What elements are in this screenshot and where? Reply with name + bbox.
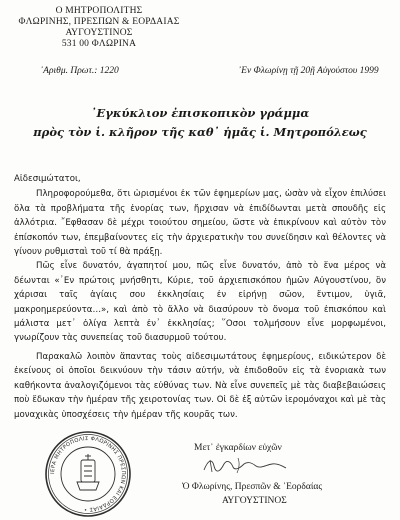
paragraph-2: Πῶς εἶνε δυνατόν, ἀγαπητοί μου, πῶς εἶνε δυνατόν, ἀπὸ τὸ ἕνα μέρος νὰ δέωνται «᾿Εν πρώτοις μνήσθητι, Κύριε, τοῦ ἀρχιεπισκόπου ἡμῶν Αὐγουστίνου, ὃν χάρισαι ταῖς ἁγίαις σου ἐκκλησίαις ἐν εἰρήνῃ σῶον, ἔντιμον, ὑγιᾶ, μακροημερεύοντα…», καὶ ἀπὸ τὸ ἄλλο νὰ διασύρουν τὸ ὄνομα τοῦ ἐπισκόπου καὶ μάλιστα μετ᾿ ὀλίγα λεπτὰ ἐν᾿ ἐκκλησίας; ῞Οσοι τολμήσουν εἶνε μορφωμένοι, γνωρίζουν τὰς συνεπείας τοῦ διασυρμοῦ τούτου.	[14, 261, 386, 344]
letterhead-line-4: 531 00 ΦΛΩΡΙΝΑ	[61, 39, 137, 49]
title-line-1: ᾿Εγκύκλιον ἐπισκοπικὸν γράμμα	[90, 106, 310, 120]
seal-ring-text: ΙΕΡΑ ΜΗΤΡΟΠΟΛΙΣ ΦΛΩΡΙΝΗΣ ΠΡΕΣΠΩΝ ΚΑΙ ΕΟΡΔΑΙΑΣ •	[49, 435, 127, 513]
document-title	[0, 104, 400, 142]
official-seal	[44, 430, 132, 518]
signature-name: ΑΥΓΟΥΣΤΙΝΟΣ	[222, 496, 287, 506]
handwritten-signature	[200, 454, 290, 476]
date-line: ᾿Εν Φλωρίνῃ τῇ 20ῇ Αὐγούστου 1999	[238, 66, 379, 76]
closing-line: Μετ᾿ ἐγκαρδίων εὐχῶν	[194, 443, 282, 453]
title-line-2: πρὸς τὸν ἱ. κλῆρον τῆς καθ᾿ ἡμᾶς ἱ. Μητροπόλεως	[33, 125, 367, 139]
protocol-number: ᾿Αριθμ. Πρωτ.: 1220	[40, 66, 119, 76]
letterhead-line-1: Ο ΜΗΤΡΟΠΟΛΙΤΗΣ	[55, 6, 143, 16]
letterhead	[14, 6, 184, 50]
letterhead-line-2: ΦΛΩΡΙΝΗΣ, ΠΡΕΣΠΩΝ & ΕΟΡΔΑΙΑΣ	[18, 17, 180, 27]
letter-body	[14, 172, 386, 422]
salutation: Αἰδεσιμώτατοι,	[14, 174, 81, 184]
paragraph-1: Πληροφορούμεθα, ὅτι ὡρισμένοι ἐκ τῶν ἐφημερίων μας, ὡσὰν νὰ εἶχον ἐπιλύσει ὅλα τὰ προβλήματα τῆς ἐνορίας των, ἤρχισαν νὰ ἐπιδίδωνται μετὰ σπουδῆς εἰς ἀλλότρια. ῎Εφθασαν δὲ μέχρι τοιούτου σημείου, ὥστε νὰ ἐπικρίνουν καὶ αὐτὸν τὸν ἐπίσκοπόν των, ἐπεμβαίνοντες εἰς τὴν ἀρχιερατικὴν του συνείδησιν καὶ θέλοντες νὰ γίνουν ρυθμισταὶ τοῦ τί θὰ πράξῃ.	[14, 189, 386, 258]
signature-title: Ὁ Φλωρίνης, Πρεσπῶν & ᾿Εορδαίας	[182, 482, 323, 492]
paragraph-3: Παρακαλῶ λοιπὸν ἅπαντας τοὺς αἰδεσιμωτάτους ἐφημερίους, ειδικώτερον δὲ ἐκείνους οἱ ὁποῖοι δεικνύουν τὴν τάσιν αὐτήν, νὰ ἐπιδοθοῦν εἰς τὰ ἐνοριακὰ των καθήκοντα ἀναλογιζόμενοι τὰς εὐθύνας των. Νὰ εἶνε συνεπεῖς μὲ τὰς διαβεβαιώσεις ποὺ ἔδωκαν τὴν ἡμέραν τῆς χειροτονίας των. Οἱ δὲ ἐξ αὐτῶν ἱερομόναχοι καὶ μὲ τὰς μοναχικὰς ὑποσχέσεις τὴν ἡμέραν τῆς κουρᾶς των.	[14, 351, 386, 420]
letterhead-line-3: ΑΥΓΟΥΣΤΙΝΟΣ	[65, 28, 133, 38]
